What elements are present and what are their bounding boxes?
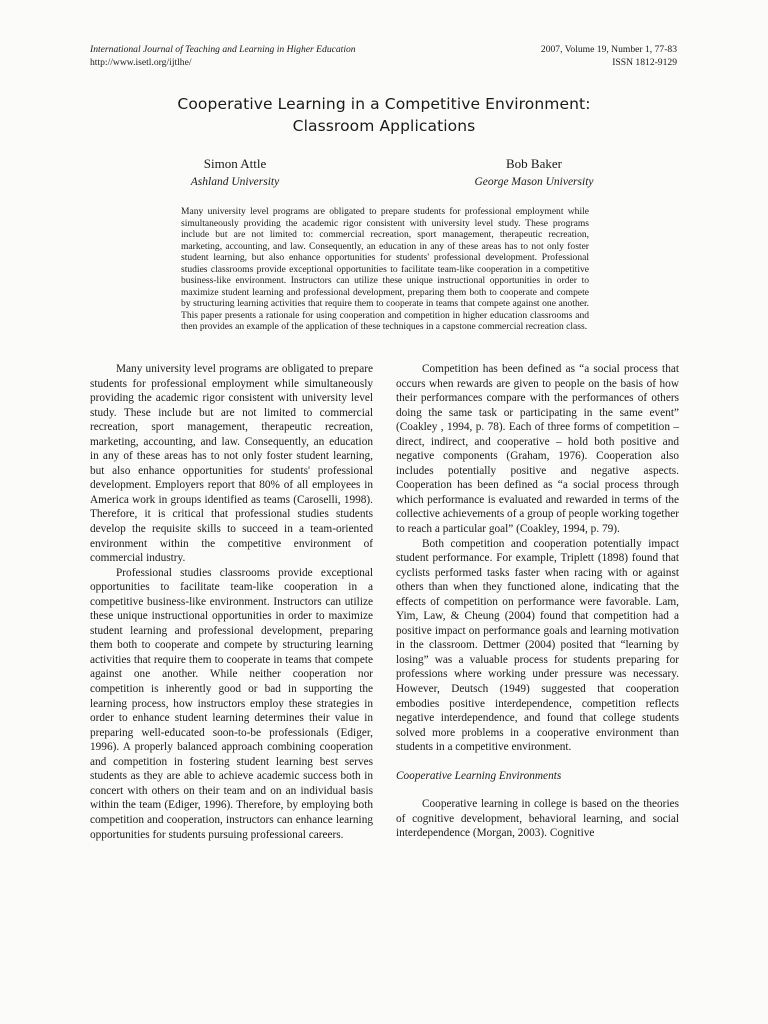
author-affiliation: Ashland University (190, 176, 280, 188)
title-line-1: Cooperative Learning in a Competitive Environment: (177, 95, 591, 113)
issue-info: 2007, Volume 19, Number 1, 77-83 (540, 44, 677, 55)
author-block (452, 155, 616, 191)
title-line-2: Classroom Applications (292, 117, 476, 135)
section-heading: Cooperative Learning Environments (396, 769, 562, 782)
body-paragraph: Both competition and cooperation potentially impact student performance. For example, Triplett (1898) found that cyclists performed tasks faster when racing with or against others than when they functioned alone, indicating that the effects of competition on performance were favorable. Lam, Yim, Law, & Cheung (2004) found that competition had a positive impact on performance goals and learning motivation in the classroom. Dettmer (2004) posited that “learning by losing” was a valuable process for students preparing for professions where working under pressure was necessary. However, Deutsch (1949) suggested that cooperation embodies positive interdependence, competition reflects negative interdependence, and found that college students solved more problems in a cooperative environment than students in a competitive environment. (396, 537, 679, 754)
issue-header (541, 44, 677, 69)
paper-title (90, 93, 678, 137)
author-name: Bob Baker (506, 156, 562, 171)
right-column (396, 362, 679, 841)
body-paragraph: Professional studies classrooms provide exceptional opportunities to facilitate team-like cooperation in a competitive business-like environment. Instructors can utilize these unique instructional opportunities in order to maximize student learning and professional development, preparing them both to cooperate and compete by structuring learning activities that require them to cooperate in teams that compete against one another. While neither cooperation nor competition is inherently good or bad in supporting the learning process, how instructors employ these strategies in order to enhance student learning determines their value in preparing well-educated soon-to-be professionals (Ediger, 1996). A properly balanced approach combining cooperation and competition in fostering student learning best serves students as they are able to achieve academic success both in concert with others on their team and on an individual basis within the team (Ediger, 1996). Therefore, by employing both competition and cooperation, instructors can enhance learning opportunities for students pursuing professional careers. (90, 566, 373, 841)
journal-header (90, 44, 356, 69)
body-paragraph: Competition has been defined as “a social process that occurs when rewards are given to people on the basis of how their performances compare with the performances of others doing the same task or participating in the same event” (Coakley , 1994, p. 78). Each of three forms of competition – direct, indirect, and cooperative – hold both positive and negative components (Graham, 1976). Cooperation also includes potentially positive and negative aspects. Cooperation has been defined as “a social process through which performance is evaluated and rewarded in terms of the collective achievements of a group of people working together to reach a particular goal” (Coakley, 1994, p. 79). (396, 363, 679, 536)
body-paragraph: Cooperative learning in college is based on the theories of cognitive development, behavioral learning, and social interdependence (Morgan, 2003). Cognitive (396, 798, 679, 840)
body-paragraph: Many university level programs are obligated to prepare students for professional employment while simultaneously providing the academic rigor consistent with university level study. These include but are not limited to commercial recreation, sport management, therapeutic recreation, marketing, accounting, and law. Consequently, an education in any of these areas has to not only foster student learning, but also enhance opportunities for students' professional development. Employers report that 80% of all employees in America work in groups identified as teams (Caroselli, 1998). Therefore, it is critical that professional studies students develop the requisite skills to succeed in a team-oriented environment within the competitive environment of commercial industry. (90, 363, 373, 565)
author-affiliation: George Mason University (474, 176, 594, 188)
journal-name: International Journal of Teaching and Learning in Higher Education (90, 44, 356, 55)
author-block (160, 155, 310, 191)
author-name: Simon Attle (203, 156, 267, 171)
journal-url[interactable]: http://www.isetl.org/ijtlhe/ (90, 56, 192, 68)
issn: ISSN 1812-9129 (612, 56, 677, 68)
left-column (90, 362, 373, 842)
abstract: Many university level programs are obligated to prepare students for professional employment while simultaneously providing the academic rigor consistent with university level study. These programs include but are not limited to: commercial recreation, sport management, therapeutic recreation, marketing, accounting, and law. Consequently, an education in any of these areas has to not only foster student learning, but also enhance opportunities for students' professional development. Professional studies classrooms provide exceptional opportunities to facilitate team-like cooperation in a competitive business-like environment. Instructors can utilize these unique instructional opportunities in order to maximize student learning and professional development, preparing them both to cooperate and compete by structuring learning activities that require them to cooperate in teams that compete against one another. This paper presents a rationale for using cooperation and competition in higher education classrooms and then provides an example of the application of these techniques in a capstone commercial recreation class. (181, 206, 589, 333)
